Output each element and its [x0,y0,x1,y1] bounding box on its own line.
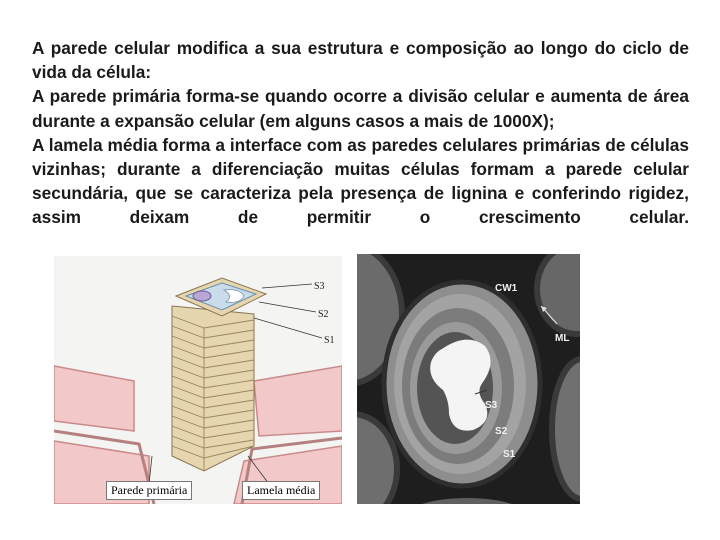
caption-middle-lamella: Lamela média [242,481,320,500]
electron-micrograph [357,254,580,504]
text-block [32,36,689,230]
cell-wall-diagram [54,256,342,504]
micrograph-label-ml: ML [555,333,570,344]
micrograph-image [357,254,580,504]
paragraph-primary-wall: A parede primária forma-se quando ocorre a divisão celular e aumenta de área durante a expansão celular (em alguns casos a mais de 1000X); [32,86,689,131]
micrograph-label-cw1: CW1 [495,283,518,294]
micrograph-label-s2: S2 [495,426,508,437]
layer-label-s1: S1 [324,335,335,346]
paragraph-middle-lamella: A lamela média forma a interface com as paredes celulares primárias de células vizinhas; durante a diferenciação muitas células formam a parede celular secundária, que se caracteriza pela presença de lignina e conferindo rigidez, assim deixam de permitir o crescimento celular. [32,134,689,228]
paragraph-intro: A parede celular modifica a sua estrutura e composição ao longo do ciclo de vida da célula: [32,38,689,83]
caption-primary-wall: Parede primária [106,481,192,500]
layer-label-s2: S2 [318,309,329,320]
micrograph-label-s3: S3 [485,400,498,411]
layer-label-s3: S3 [314,281,325,292]
cell-wall-illustration [54,256,342,504]
micrograph-label-s1: S1 [503,449,516,460]
